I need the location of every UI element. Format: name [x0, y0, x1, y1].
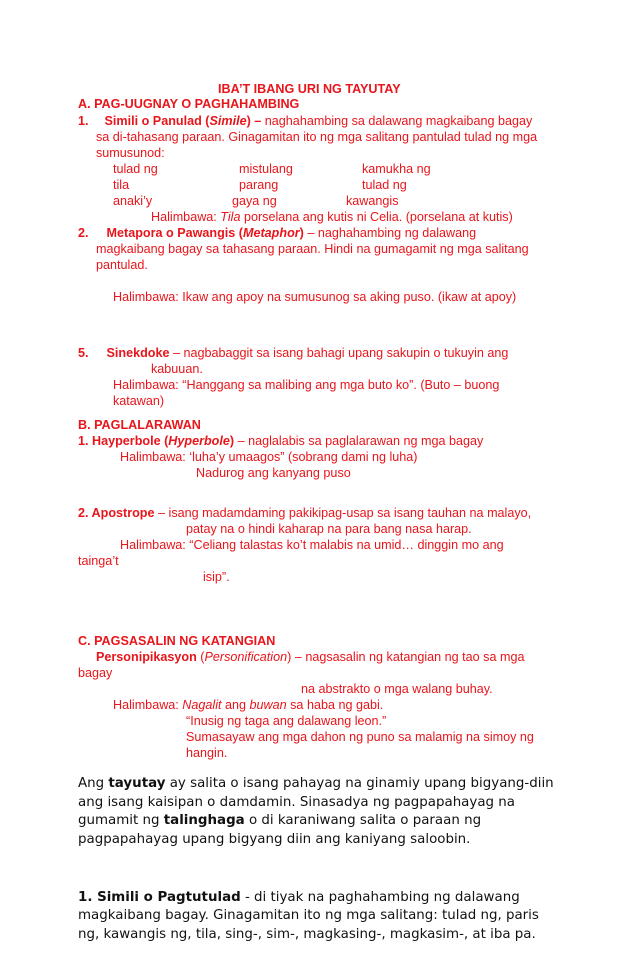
paragraph-line-4: pagpapahayag upang bigyang diin ang kaniyang saloobin. [78, 832, 471, 847]
hyperbole-term-close: ) [229, 434, 235, 448]
example-italic-word: buwan [249, 698, 287, 712]
synecdoche-line-2: kabuuan. [151, 362, 203, 376]
personification-paren-open: ( [196, 650, 205, 664]
simile-line-2: sa di-tahasang paraan. Ginagamitan ito ng mga salitang pantulad tulad ng mga [96, 130, 538, 144]
simile-word: kawangis [346, 194, 399, 208]
example-rest: sa haba ng gabi. [286, 698, 384, 712]
personification-line-1 [96, 649, 524, 665]
apostrophe-example-2: tainga’t [78, 554, 119, 568]
personification-line-3: na abstrakto o mga walang buhay. [301, 682, 493, 696]
metaphor-term-english: Metaphor [242, 226, 300, 240]
personification-paren-close: ) [287, 650, 292, 664]
section-a-heading: A. PAG-UUGNAY O PAGHAHAMBING [78, 97, 300, 111]
synecdoche-line-1 [78, 345, 508, 361]
synecdoche-desc-1: – nagbabaggit sa isang bahagi upang sakupin o tukuyin ang [169, 346, 509, 360]
paragraph-bold-term: tayutay [108, 776, 166, 791]
paragraph-line-3 [78, 812, 481, 831]
metaphor-line-1 [78, 225, 476, 241]
paragraph-text: Ang [78, 776, 109, 791]
simile-word: tila [113, 178, 130, 192]
personification-line-2: bagay [78, 666, 113, 680]
metaphor-line-3: pantulad. [96, 258, 148, 272]
simile-word: kamukha ng [362, 162, 431, 176]
simile-number: 1. [78, 114, 89, 128]
simile-word: tulad ng [362, 178, 407, 192]
example-mid: ang [221, 698, 250, 712]
simile-line-1 [78, 113, 532, 129]
document-title: IBA’T IBANG URI NG TAYUTAY [218, 82, 401, 96]
simile-word: tulad ng [113, 162, 158, 176]
simile-term-close: ) – [246, 114, 262, 128]
example-rest: porselana ang kutis ni Celia. (porselana at kutis) [240, 210, 513, 224]
simile-term-english: Simile [209, 114, 247, 128]
definition-line-2: magkaibang bagay. Ginagamitan ito ng mga salitang: tulad ng, paris [78, 908, 539, 923]
definition-title: 1. Simili o Pagtutulad [78, 890, 241, 905]
metaphor-desc-1: – naghahambing ng dalawang [303, 226, 477, 240]
synecdoche-example-2: katawan) [113, 394, 165, 408]
apostrophe-line-1 [78, 505, 531, 521]
synecdoche-example-1: Halimbawa: “Hanggang sa malibing ang mga buto ko”. (Buto – buong [113, 378, 500, 392]
metaphor-example: Halimbawa: Ikaw ang apoy na sumusunog sa aking puso. (ikaw at apoy) [113, 290, 517, 304]
metaphor-number: 2. [78, 226, 89, 240]
paragraph-text: o di karaniwang salita o paraan ng [244, 813, 482, 828]
hyperbole-line [78, 433, 483, 449]
simile-line-3: sumusunod: [96, 146, 165, 160]
metaphor-line-2: magkaibang bagay sa tahasang paraan. Hindi na gumagamit ng mga salitang [96, 242, 529, 256]
example-italic-word: Tila [220, 210, 241, 224]
paragraph-text: ay salita o isang pahayag na ginamiy upang bigyang-diin [165, 776, 554, 791]
personification-term-english: Personification [204, 650, 288, 664]
hyperbole-term-english: Hyperbole [168, 434, 230, 448]
simile-word: parang [239, 178, 279, 192]
hyperbole-example-1: Halimbawa: ‘luha’y umaagos” (sobrang dami ng luha) [120, 450, 418, 464]
hyperbole-term: 1. Hayperbole ( [78, 434, 169, 448]
definition-line-3: ng, kawangis ng, tila, sing-, sim-, magkasing-, magkasim-, at iba pa. [78, 927, 536, 942]
personification-desc-1: – nagsasalin ng katangian ng tao sa mga [291, 650, 525, 664]
synecdoche-term: Sinekdoke [106, 346, 170, 360]
apostrophe-line-2: patay na o hindi kaharap na para bang nasa harap. [186, 522, 472, 536]
metaphor-term-close: ) [299, 226, 304, 240]
paragraph-bold-term: talinghaga [163, 813, 245, 828]
example-label: Halimbawa: [113, 698, 183, 712]
simile-word: gaya ng [232, 194, 277, 208]
personification-example-1 [113, 697, 383, 713]
paragraph-line-2: ang isang kaisipan o damdamin. Sinasadya ng pagpapahayag na [78, 795, 515, 810]
paragraph-line-1 [78, 775, 554, 794]
simile-example [151, 209, 513, 225]
simile-desc-1: naghahambing sa dalawang magkaibang bagay [261, 114, 533, 128]
metaphor-term: Metapora o Pawangis ( [106, 226, 243, 240]
personification-example-2: “Inusig ng taga ang dalawang leon.” [186, 714, 387, 728]
personification-term: Personipikasyon [96, 650, 197, 664]
simile-word: anaki’y [113, 194, 153, 208]
definition-line-1 [78, 889, 520, 908]
paragraph-text: gumamit ng [78, 813, 164, 828]
apostrophe-example-3: isip”. [203, 570, 230, 584]
hyperbole-example-2: Nadurog ang kanyang puso [196, 466, 351, 480]
apostrophe-desc-1: – isang madamdaming pakikipag-usap sa isang tauhan na malayo, [154, 506, 532, 520]
section-b-heading: B. PAGLALARAWAN [78, 418, 201, 432]
synecdoche-number: 5. [78, 346, 89, 360]
simile-word: mistulang [239, 162, 293, 176]
example-italic-word: Nagalit [182, 698, 222, 712]
personification-example-4: hangin. [186, 746, 228, 760]
simile-term: Simili o Panulad ( [104, 114, 210, 128]
apostrophe-term: 2. Apostrope [78, 506, 155, 520]
definition-text: - di tiyak na paghahambing ng dalawang [240, 890, 520, 905]
example-label: Halimbawa: [151, 210, 221, 224]
apostrophe-example-1: Halimbawa: “Celiang talastas ko’t malabis na umid… dinggin mo ang [120, 538, 504, 552]
hyperbole-desc: – naglalabis sa paglalarawan ng mga bagay [234, 434, 484, 448]
section-c-heading: C. PAGSASALIN NG KATANGIAN [78, 634, 276, 648]
personification-example-3: Sumasayaw ang mga dahon ng puno sa malamig na simoy ng [186, 730, 534, 744]
